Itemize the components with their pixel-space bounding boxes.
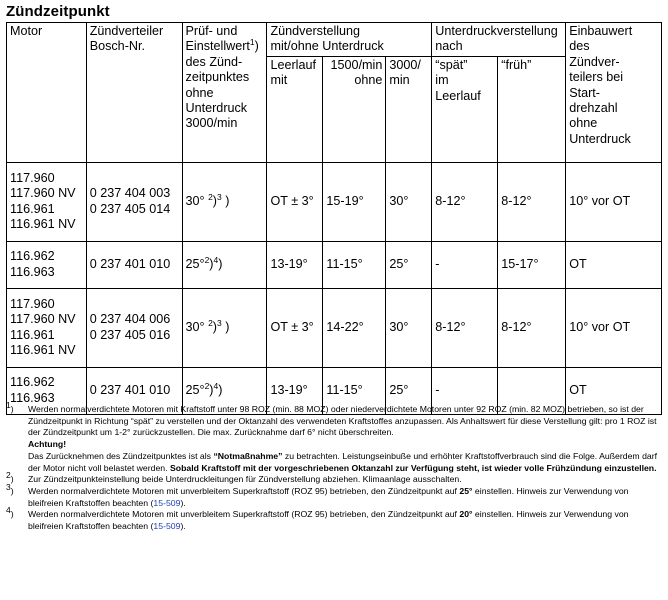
footnotes bbox=[6, 400, 662, 533]
footnote-3-text-a: Werden normalverdichtete Motoren mit unverbleitem Superkraftstoff (ROZ 95) betrieben, den Zündzeitpunkt auf bbox=[28, 485, 460, 496]
footnote-ref: 2 bbox=[208, 191, 213, 202]
footnote-2 bbox=[6, 470, 662, 486]
reference-link[interactable]: 15-509 bbox=[153, 497, 181, 508]
warning-heading: Achtung! bbox=[28, 439, 67, 450]
cell-3000: 30° bbox=[386, 288, 432, 367]
cell-1500: 14-22° bbox=[323, 288, 386, 367]
cell-check-value: 25°$^2$)$^4$) bbox=[182, 367, 267, 414]
cell-late: - bbox=[432, 367, 498, 414]
cell-motor: 116.962 116.963 bbox=[7, 367, 87, 414]
cell-check-value: 30° $^2$)$^3$ ) bbox=[182, 288, 267, 367]
footnote-mark-number: 4 bbox=[6, 505, 11, 516]
cell-distributor: 0 237 401 010 bbox=[86, 241, 182, 288]
footnote-ref: 3 bbox=[217, 191, 222, 202]
cell-motor: 117.960 117.960 NV 116.961 116.961 NV bbox=[7, 162, 87, 241]
footnote-ref: 3 bbox=[217, 317, 222, 328]
cell-install: 10° vor OT bbox=[566, 162, 662, 241]
footnote-ref: 2 bbox=[204, 380, 210, 391]
paren: ) bbox=[225, 320, 230, 335]
footnote-2-text: Zur Zündzeitpunkteinstellung beide Unterdruckleitungen für Zündverstellung abziehen. Klimaanlage ausschalten. bbox=[28, 474, 462, 485]
cell-install: 10° vor OT bbox=[566, 288, 662, 367]
cell-idle: OT ± 3° bbox=[267, 162, 323, 241]
footnote-3-value: 25° bbox=[459, 485, 473, 496]
table-row bbox=[7, 288, 662, 367]
cell-idle: 13-19° bbox=[267, 241, 323, 288]
cell-idle: 13-19° bbox=[267, 367, 323, 414]
header-late: “spät” im Leerlauf bbox=[432, 56, 498, 162]
footnote-mark-number: 3 bbox=[6, 482, 11, 493]
cell-idle: OT ± 3° bbox=[267, 288, 323, 367]
cell-1500: 11-15° bbox=[323, 367, 386, 414]
footnote-mark: 4) bbox=[6, 505, 14, 520]
header-3000: 3000/ min bbox=[386, 56, 432, 162]
footnote-4-text-c: ). bbox=[180, 521, 186, 532]
cell-check-value-text: 30° bbox=[185, 320, 205, 335]
header-vacuum-advance: Unterdruckverstellung nach bbox=[432, 23, 566, 57]
page-title: Zündzeitpunkt bbox=[6, 3, 110, 20]
cell-check-value: 25°$^2$)$^4$) bbox=[182, 241, 267, 288]
header-check-value-b: des Zünd- zeitpunktes ohne Unterdruck 3000/min bbox=[185, 54, 250, 131]
cell-early: 15-17° bbox=[498, 241, 566, 288]
footnote-mark: 3) bbox=[6, 482, 14, 496]
paren: ) bbox=[218, 383, 223, 398]
paren: ) bbox=[218, 257, 223, 272]
cell-check-value-text: 30° bbox=[185, 194, 205, 209]
cell-early: 8-12° bbox=[498, 288, 566, 367]
cell-install: OT bbox=[566, 367, 662, 414]
header-1500: 1500/min ohne bbox=[323, 56, 386, 162]
footnote-ref: 4 bbox=[213, 254, 219, 265]
footnote-text bbox=[28, 509, 662, 532]
footnote-mark: 2) bbox=[6, 470, 14, 485]
table-row bbox=[7, 162, 662, 241]
cell-3000: 25° bbox=[386, 367, 432, 414]
ignition-timing-table bbox=[6, 22, 662, 415]
footnote-3-text-b: einstellen. Hinweis zur Verwendung von bleifreien Kraftstoffen beachten ( bbox=[28, 485, 629, 508]
cell-late: 8-12° bbox=[432, 162, 498, 241]
cell-1500: 11-15° bbox=[323, 241, 386, 288]
footnote-text bbox=[28, 486, 662, 509]
footnote-3 bbox=[6, 482, 662, 509]
cell-distributor: 0 237 404 006 0 237 405 016 bbox=[86, 288, 182, 367]
footnote-mark-number: 1 bbox=[6, 400, 11, 411]
cell-motor: 116.962 116.963 bbox=[7, 241, 87, 288]
footnote-1-text: Werden normalverdichtete Motoren mit Kraftstoff unter 98 ROZ (min. 88 MOZ) oder niederverdichtete Motoren unter 92 ROZ (min. 82 MOZ) betrieben, so ist der Zündzeitpunkt in Richtung “spät” zu verstellen und der Oktanzahl des verwendeten Kraftstoffes anzupassen. Als Anhaltswert für diese Verstellung gilt: pro 1 ROZ ist der Zündzeitpunkt um 1-2° zurückzustellen. Die max. Zurücknahme darf 6° nicht überschreiten. bbox=[28, 404, 657, 438]
footnote-4 bbox=[6, 505, 662, 532]
header-idle: Leerlauf mit bbox=[267, 56, 323, 162]
header-check-value-a: Prüf- und Einstellwert bbox=[185, 24, 250, 54]
cell-early: 8-12° bbox=[498, 162, 566, 241]
header-check-value: Prüf- und Einstellwert$^1$) des Zünd- zeitpunktes ohne Unterdruck 3000/min bbox=[182, 23, 267, 163]
footnote-4-text-a: Werden normalverdichtete Motoren mit unverbleitem Superkraftstoff (ROZ 95) betrieben, den Zündzeitpunkt auf bbox=[28, 509, 460, 520]
warning-emphasis: “Notmaßnahme” bbox=[213, 450, 283, 461]
cell-check-value-text: 25° bbox=[185, 383, 205, 398]
header-install-value: Einbauwert des Zündver- teilers bei Start- drehzahl ohne Unterdruck bbox=[566, 23, 662, 163]
footnote-mark: 1) bbox=[6, 400, 14, 414]
header-distributor: Zündverteiler Bosch-Nr. bbox=[86, 23, 182, 163]
header-advance: Zündverstellung mit/ohne Unterdruck bbox=[267, 23, 432, 57]
cell-distributor: 0 237 404 003 0 237 405 014 bbox=[86, 162, 182, 241]
footnote-4-text-b: einstellen. Hinweis zur Verwendung von bleifreien Kraftstoffen beachten ( bbox=[28, 509, 629, 532]
cell-motor: 117.960 117.960 NV 116.961 116.961 NV bbox=[7, 288, 87, 367]
cell-3000: 30° bbox=[386, 162, 432, 241]
warning-emphasis-2: Sobald Kraftstoff mit der vorgeschriebenen Oktanzahl zur Verfügung steht, ist wieder volle Frühzündung einzustellen. bbox=[169, 462, 657, 473]
footnote-ref: 4 bbox=[213, 380, 219, 391]
footnote-text bbox=[28, 404, 662, 474]
cell-late: - bbox=[432, 241, 498, 288]
warning-text-b: zu betrachten. Leistungseinbuße und erhöhter Kraftstoffverbrauch sind die Folge. Außerdem darf der Motor nicht voll belastet werden. bbox=[28, 450, 658, 473]
header-motor: Motor bbox=[7, 23, 87, 163]
footnote-1 bbox=[6, 400, 662, 474]
footnote-3-text-c: ). bbox=[180, 497, 186, 508]
footnote-ref: 1 bbox=[249, 37, 255, 48]
paren: ) bbox=[225, 194, 230, 209]
cell-3000: 25° bbox=[386, 241, 432, 288]
footnote-4-value: 20° bbox=[459, 509, 473, 520]
cell-distributor: 0 237 401 010 bbox=[86, 367, 182, 414]
cell-late: 8-12° bbox=[432, 288, 498, 367]
cell-check-value-text: 25° bbox=[185, 257, 205, 272]
footnote-ref: 2 bbox=[208, 317, 213, 328]
footnote-mark-number: 2 bbox=[6, 470, 11, 481]
cell-1500: 15-19° bbox=[323, 162, 386, 241]
footnote-ref: 2 bbox=[204, 254, 210, 265]
cell-install: OT bbox=[566, 241, 662, 288]
cell-check-value: 30° $^2$)$^3$ ) bbox=[182, 162, 267, 241]
warning-text-a: Das Zurücknehmen des Zündzeitpunktes ist als bbox=[28, 450, 214, 461]
header-early: “früh” bbox=[498, 56, 566, 162]
reference-link[interactable]: 15-509 bbox=[153, 521, 181, 532]
table-row bbox=[7, 241, 662, 288]
